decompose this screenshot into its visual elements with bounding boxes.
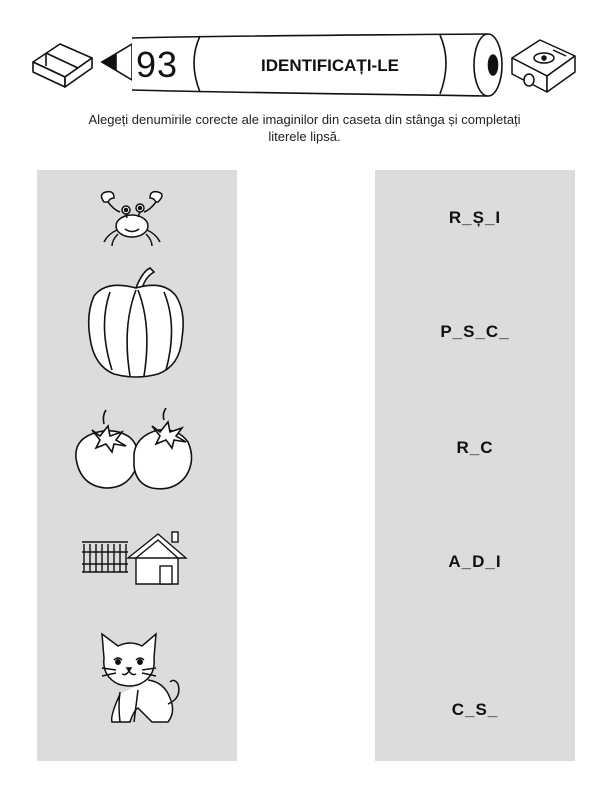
word-item-5: C_S_ — [451, 700, 499, 719]
page-title: IDENTIFICAȚI-LE — [261, 56, 399, 75]
header — [0, 0, 609, 110]
header-artwork — [0, 0, 609, 110]
tomatoes-icon — [70, 408, 198, 494]
word-item-1: R_Ș_I — [448, 208, 502, 227]
kitten-icon — [90, 628, 184, 726]
word-item-2: P_S_C_ — [440, 322, 510, 341]
word-item-4: A_D_I — [448, 552, 502, 571]
bell-pepper-icon — [84, 266, 188, 380]
house-fence-icon — [80, 528, 190, 586]
page-number: 93 — [136, 44, 179, 85]
eraser-icon — [33, 44, 92, 87]
instructions: Alegeți denumirile corecte ale imaginilor din caseta din stânga și completați literele lipsă. — [88, 112, 521, 144]
word-item-3: R_C — [456, 438, 494, 457]
sharpener-icon — [512, 40, 575, 92]
words-panel — [375, 170, 575, 761]
crab-icon — [92, 188, 176, 248]
